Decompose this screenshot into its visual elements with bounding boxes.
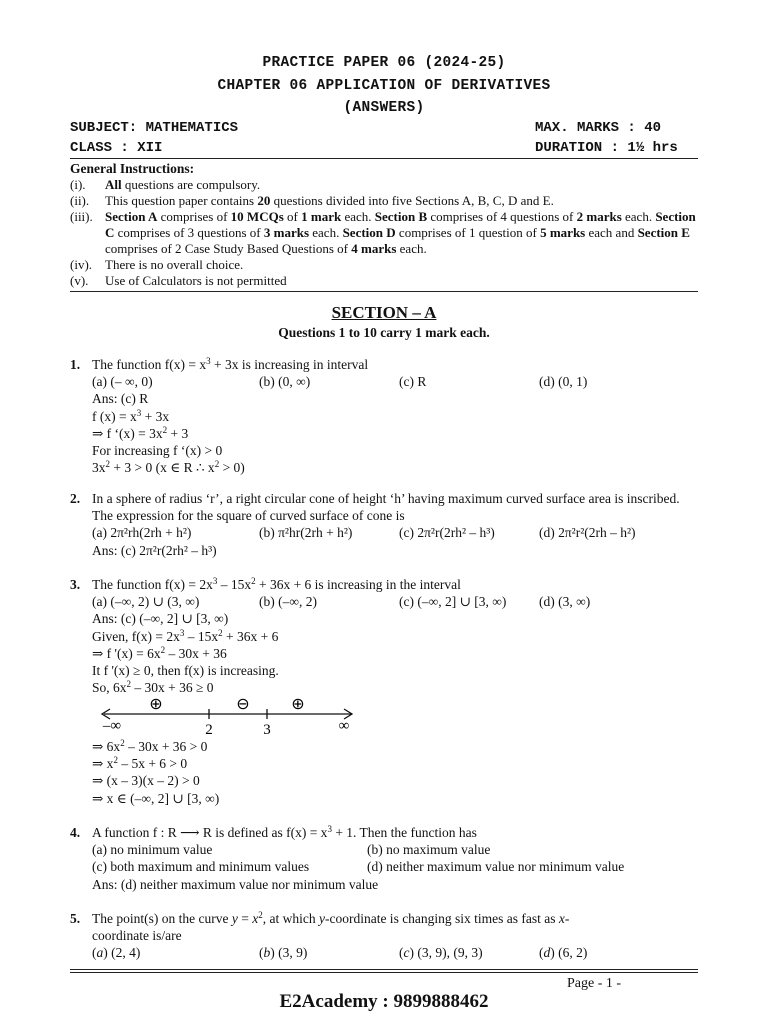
question-3-steps: ⇒ $6x^2 - 30x + 36 > 0$ ⇒ $x^2 - 5x + 6 > 0$ ⇒ (x – 3)(x – 2) > 0 ⇒ x ∈ (–∞, 2] ∪ [3, ∞) <box>92 738 220 806</box>
plus-sign: ⊕ <box>149 694 163 713</box>
max-marks: MAX. MARKS : 40 <box>535 120 662 136</box>
options: (a) (– ∞, 0) (b) (0, ∞) (c) R (d) (0, 1) <box>92 374 588 390</box>
answer: Ans: (c) R <box>92 391 149 407</box>
label-3: 3 <box>263 722 271 738</box>
class: CLASS : XII <box>70 140 163 156</box>
question-5: 5. The point(s) on the curve $y = x^2$, at which y-coordinate is changing six times as fast as x- coordinate is/are (a) (2, 4) (b) (3, 9) (c) (3, 9), (9, 3) (d) (6, 2) <box>70 910 700 962</box>
question-4: 4. A function f : R ⟶ R is defined as $f(x) = x^3 + 1$. Then the function has (a) no minimum value (b) no maximum value (c) both maximum and minimum values (d) neither maximum value nor minimum value Ans: (d) neither maximum value nor minimum value <box>70 824 700 893</box>
instructions-heading: General Instructions: <box>70 161 195 176</box>
page-number: Page - 1 - <box>567 976 622 991</box>
label-2: 2 <box>205 722 213 738</box>
paper-title: PRACTICE PAPER 06 (2024-25) <box>262 55 506 71</box>
section-title: SECTION – A <box>331 303 437 322</box>
question-1: 1. The function $f(x) = x^3 + 3x$ is increasing in interval (a) (– ∞, 0) (b) (0, ∞) (c) R (d) (0, 1) Ans: (c) R f $(x) = x^3 + 3x$ ⇒ f ‘$(x) = 3x^2 + 3$ For increasing f ‘(x) > 0 $3x^2 + 3 > 0$ (x ∈ R ∴ $x^2 > 0$) <box>70 356 700 476</box>
question-text: In a sphere of radius ‘r’, a right circular cone of height ‘h’ having maximum curved surface area is inscribed. The expression for the square of curved surface of cone is <box>92 491 680 524</box>
answer: Ans: (c) (–∞, 2] ∪ [3, ∞) <box>92 611 229 627</box>
instruction-item: (iii). Section A comprises of 10 MCQs of 1 mark each. Section B comprises of 4 questions of 2 marks each. Section C comprises of 3 questions of 3 marks each. Section D comprises of 1 question of 5 marks each and Section E comprises of 2 Case Study Based Questions of 4 marks each. <box>70 209 696 256</box>
question-3: 3. The function $f(x) = 2x^3 - 15x^2 + 36x + 6$ is increasing in the interval (a) (–∞, 2) ∪ (3, ∞) (b) (–∞, 2) (c) (–∞, 2] ∪ [3, ∞) (d) (3, ∞) Ans: (c) (–∞, 2] ∪ [3, ∞) Given, $f(x) = 2x^3 - 15x^2 + 36x + 6$ ⇒ f '$(x) = 6x^2 - 30x + 36$ It f '(x) ≥ 0, then f(x) is increasing. So, $6x^2 - 30x + 36 \ge 0$ <box>70 576 700 696</box>
section-subtitle: Questions 1 to 10 carry 1 mark each. <box>278 325 490 340</box>
header-rule <box>70 158 698 159</box>
plus-sign: ⊕ <box>291 694 305 713</box>
question-text: The point(s) on the curve $y = x^2$, at which y-coordinate is changing six times as fast as x- <box>92 910 570 926</box>
chapter-title: CHAPTER 06 APPLICATION OF DERIVATIVES <box>217 78 551 94</box>
options: (a) 2π²rh(2rh + h²) (b) π²hr(2rh + h²) (c) 2π²r(2rh² – h³) (d) 2π²r²(2rh – h²) <box>92 525 636 541</box>
instruction-item: (v). Use of Calculators is not permitted <box>70 273 287 288</box>
label-infinity: ∞ <box>338 718 350 734</box>
question-text: The function $f(x) = x^3 + 3x$ is increasing in interval <box>92 356 369 372</box>
brand-footer: E2Academy : 9899888462 <box>279 991 489 1012</box>
question-text: A function f : R ⟶ R is defined as $f(x) = x^3 + 1$. Then the function has <box>92 824 477 840</box>
label-neg-infinity: –∞ <box>102 718 122 734</box>
section-heading <box>0 303 768 341</box>
answers-label: (ANSWERS) <box>343 100 425 116</box>
footer-rule <box>70 969 698 970</box>
question-text: The function $f(x) = 2x^3 - 15x^2 + 36x + 6$ is increasing in the interval <box>92 576 461 592</box>
duration: DURATION : 1½ hrs <box>535 140 678 156</box>
subject: SUBJECT: MATHEMATICS <box>70 120 239 136</box>
answer: Ans: (c) 2π²r(2rh² – h³) <box>92 542 217 558</box>
instruction-item: (i). All questions are compulsory. <box>70 177 261 192</box>
general-instructions <box>70 161 700 289</box>
footer-rule <box>70 972 698 973</box>
options: (a) (2, 4) (b) (3, 9) (c) (3, 9), (9, 3) (d) (6, 2) <box>92 945 588 961</box>
minus-sign: ⊖ <box>236 694 250 713</box>
options: (a) (–∞, 2) ∪ (3, ∞) (b) (–∞, 2) (c) (–∞, 2] ∪ [3, ∞) (d) (3, ∞) <box>92 594 591 610</box>
question-2: 2. In a sphere of radius ‘r’, a right circular cone of height ‘h’ having maximum curved surface area is inscribed. The expression for the square of curved surface of cone is (a) 2π²rh(2rh + h²) (b) π²hr(2rh + h²) (c) 2π²r(2rh² – h³) (d) 2π²r²(2rh – h²) Ans: (c) 2π²r(2rh² – h³) <box>70 490 700 559</box>
sign-chart-number-line <box>98 692 360 738</box>
instruction-item: (iv). There is no overall choice. <box>70 257 244 272</box>
answer: Ans: (d) neither maximum value nor minimum value <box>92 876 379 892</box>
instruction-item: (ii). This question paper contains 20 questions divided into five Sections A, B, C, D and E. <box>70 193 554 208</box>
instructions-rule <box>70 291 698 292</box>
options: (a) no minimum value (b) no maximum value <box>92 842 491 858</box>
